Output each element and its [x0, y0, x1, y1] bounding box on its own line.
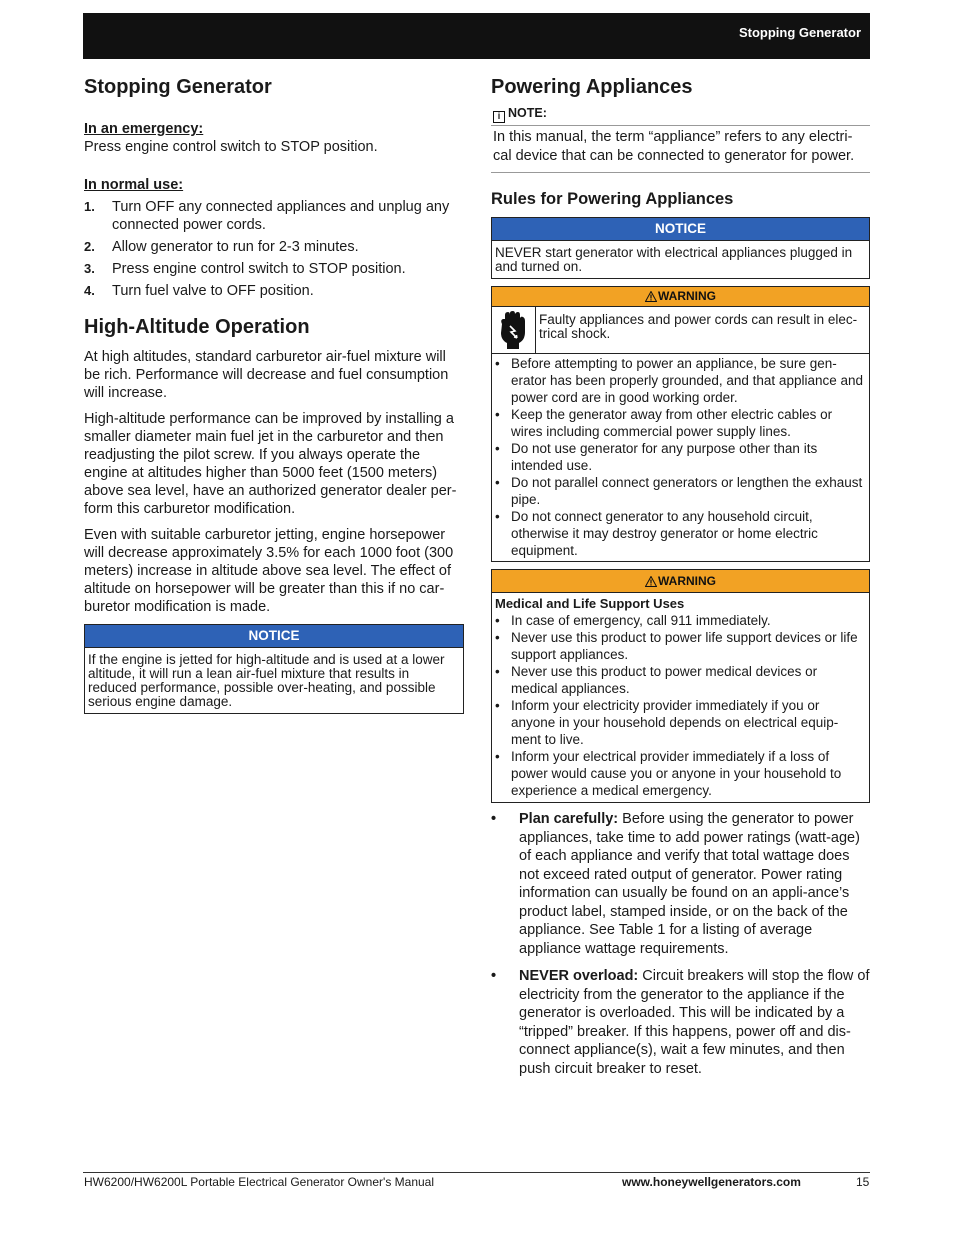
- right-column: [491, 74, 870, 1087]
- notice-text: If the engine is jetted for high-altitude and is used at a lower altitude, it will run a lean air-fuel mixture that results in reduced performance, possible over-heating, and possible serious engine damage.: [88, 652, 445, 709]
- note-text: In this manual, the term “appliance” refers to any electri-cal device that can be connected to generator for power.: [493, 129, 855, 164]
- list-item: • Inform your electrical provider immediately if a loss of power would cause you or anyone in your household to experience a medical emergency.: [492, 748, 866, 799]
- notice-label: NOTICE: [85, 625, 463, 648]
- list-item: • In case of emergency, call 911 immediately.: [492, 612, 866, 629]
- note-label-row: i NOTE:: [491, 106, 870, 123]
- header-section-title: Stopping Generator: [738, 25, 861, 40]
- medical-warning-list: [492, 612, 869, 802]
- warning-triangle-icon: [645, 291, 657, 302]
- list-item: • Never use this product to power medical devices or medical appliances.: [492, 663, 866, 697]
- footer-manual-title: HW6200/HW6200L Portable Electrical Generator Owner's Manual: [84, 1175, 435, 1189]
- notice-label: NOTICE: [492, 218, 869, 241]
- altitude-heading: High-Altitude Operation: [84, 316, 310, 338]
- list-item: • Plan carefully: Before using the generator to power appliances, take time to add power ratings (watt-age) of each appliance and verify that total wattage does not exceed rated output of generator. Power rating information can usually be found on an appli-ance’s product label, stamped inside, or on the back of the appliance. See Table 1 for a listing of average appliance wattage requirements.: [491, 811, 860, 957]
- electric-shock-icon: [492, 307, 536, 353]
- altitude-paragraph: At high altitudes, standard carburetor air-fuel mixture will be rich. Performance will decrease and fuel consumption will increase.: [84, 349, 449, 401]
- list-item: • NEVER overload: Circuit breakers will stop the flow of electricity from the generator to the appliance if the generator is overloaded. This will be indicated by a “tripped” breaker. If this happens, power off and dis-connect appliance(s), wait a few minutes, and then push circuit breaker to reset.: [491, 968, 870, 1077]
- list-item: • Never use this product to power life support devices or life support appliances.: [492, 629, 866, 663]
- step-item: 2. Allow generator to run for 2-3 minutes.: [84, 239, 359, 255]
- left-column: [84, 74, 464, 714]
- appliance-notice-box: [491, 217, 870, 279]
- shock-row: [492, 307, 869, 354]
- notice-text: NEVER start generator with electrical appliances plugged in and turned on.: [495, 245, 853, 274]
- appliance-rules-list: [491, 810, 870, 1078]
- warning-label: WARNING: [492, 570, 869, 593]
- warning-triangle-icon: [645, 576, 657, 587]
- powering-heading: Powering Appliances: [491, 76, 693, 98]
- emergency-label: In an emergency:: [84, 121, 204, 137]
- warning-label: WARNING: [492, 287, 869, 307]
- altitude-paragraph: High-altitude performance can be improved by installing a smaller diameter main fuel jet in the carburetor and then readjusting the pilot screw. If you always operate the engine at altitudes higher than 5000 feet (1500 meters) above sea level, have an authorized generator dealer per-form this carburetor modification.: [84, 411, 457, 517]
- list-item: • Before attempting to power an appliance, be sure gen-erator has been properly grounded, and that appliance and power cord are in good working order.: [492, 355, 866, 406]
- list-item: • Inform your electricity provider immediately if you or anyone in your household depends on electrical equip-ment to live.: [492, 697, 866, 748]
- list-item: • Keep the generator away from other electric cables or wires including commercial power supply lines.: [492, 406, 866, 440]
- altitude-notice-box: [84, 624, 464, 714]
- medical-warning-box: [491, 569, 870, 803]
- info-icon: i: [493, 111, 505, 123]
- stopping-heading: Stopping Generator: [84, 76, 272, 98]
- stopping-steps: [84, 198, 464, 300]
- page-number: 15: [856, 1175, 870, 1189]
- list-item: • Do not use generator for any purpose other than its intended use.: [492, 440, 866, 474]
- shock-warning-text: Faulty appliances and power cords can result in elec-trical shock.: [539, 312, 858, 341]
- emergency-text: Press engine control switch to STOP position.: [84, 139, 378, 155]
- step-item: 1. Turn OFF any connected appliances and unplug any connected power cords.: [84, 199, 450, 233]
- normal-use-label: In normal use:: [84, 177, 184, 193]
- footer-divider: [83, 1172, 870, 1173]
- medical-warning-title: Medical and Life Support Uses: [495, 596, 685, 611]
- shock-warning-list: [492, 354, 869, 561]
- rules-heading: Rules for Powering Appliances: [491, 190, 734, 208]
- step-item: 4. Turn fuel valve to OFF position.: [84, 283, 314, 299]
- list-item: • Do not connect generator to any household circuit, otherwise it may destroy generator or home electric equipment.: [492, 508, 866, 559]
- header-bar: [83, 13, 870, 59]
- shock-warning-box: [491, 286, 870, 562]
- list-item: • Do not parallel connect generators or lengthen the exhaust pipe.: [492, 474, 866, 508]
- step-item: 3. Press engine control switch to STOP position.: [84, 261, 406, 277]
- footer-website-link[interactable]: www.honeywellgenerators.com: [622, 1175, 801, 1189]
- altitude-paragraph: Even with suitable carburetor jetting, engine horsepower will decrease approximately 3.5% for each 1000 foot (300 meters) increase in altitude above sea level. The effect of altitude on horsepower will be greater than this if no car-buretor modification is made.: [84, 527, 454, 615]
